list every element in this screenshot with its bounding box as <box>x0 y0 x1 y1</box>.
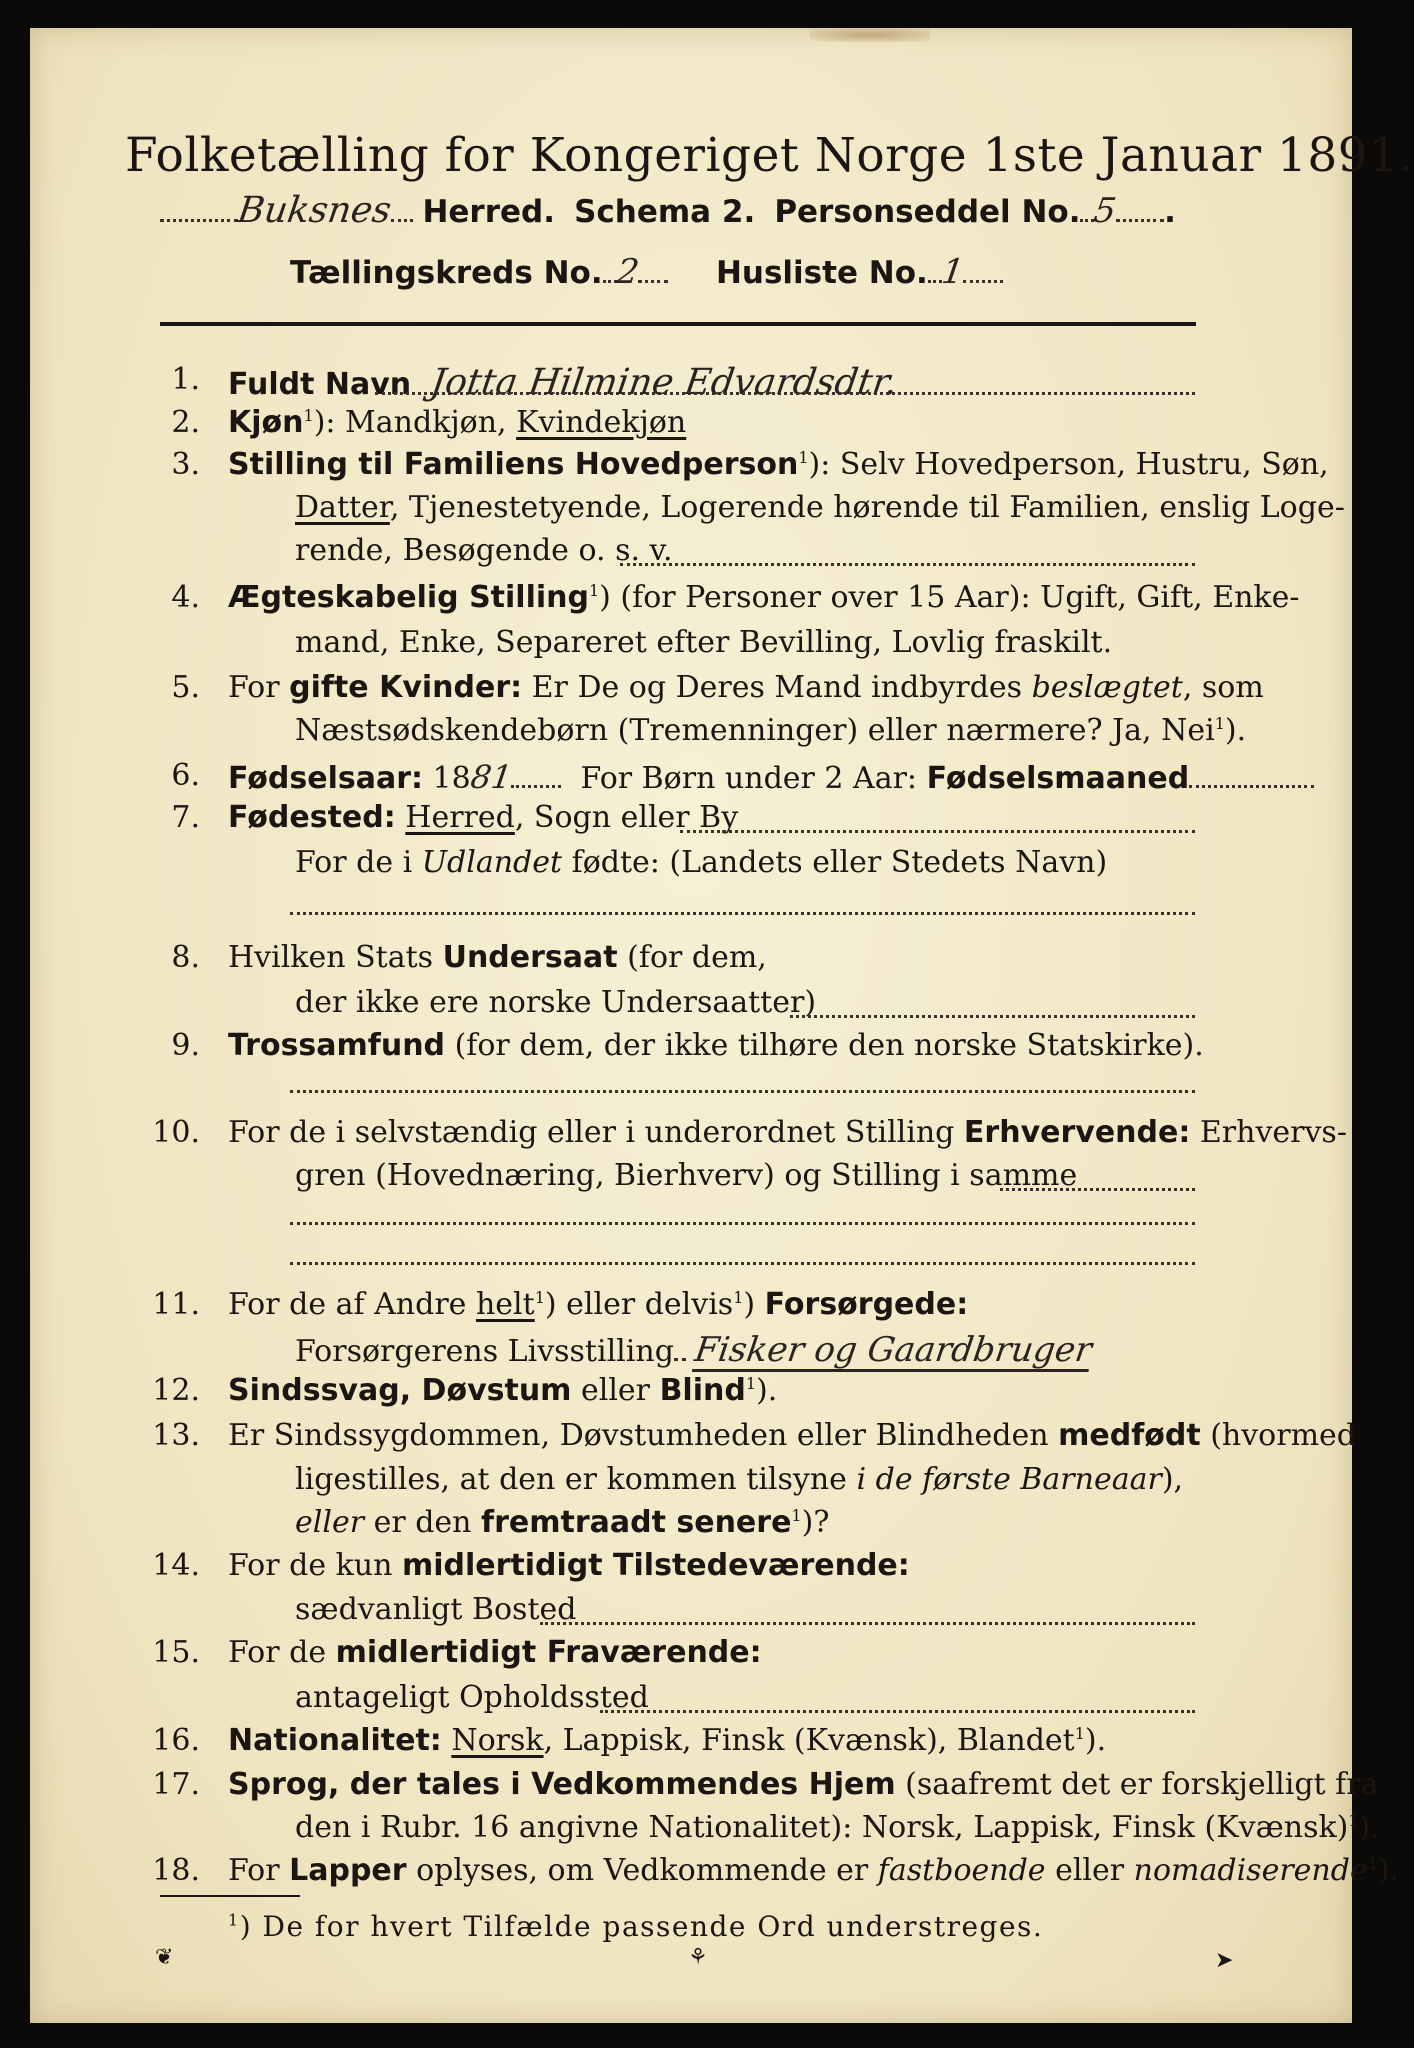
q8-dotline <box>790 1015 1195 1018</box>
q2-opt-kvinde-selected: Kvindekjøn <box>516 405 687 440</box>
q9-number: 9. <box>171 1028 200 1063</box>
q10-label: Erhvervende: <box>963 1115 1191 1150</box>
q10-dotline2 <box>290 1222 1195 1225</box>
q12-label: Sindssvag, Døvstum <box>228 1373 572 1408</box>
q3-dotline <box>620 563 1195 566</box>
q15-number: 15. <box>152 1635 200 1670</box>
q7-herred-selected: Herred <box>405 800 515 835</box>
q10-dotline3 <box>290 1262 1195 1265</box>
q6-label2: Fødselsmaaned <box>926 761 1190 796</box>
q3-number: 3. <box>171 447 200 482</box>
q14-line1: For de kun midlertidigt Tilstedeværende: <box>228 1548 910 1583</box>
q4-label: Ægteskabelig Stilling <box>228 580 589 615</box>
q13-line1: Er Sindssygdommen, Døvstumheden eller Blindheden medfødt (hvormed <box>228 1418 1356 1453</box>
q15-label: midlertidigt Fraværende: <box>335 1635 762 1670</box>
q8-line2: der ikke ere norske Undersaatter) <box>295 985 817 1020</box>
q3-label: Stilling til Familiens Hovedperson <box>228 447 799 482</box>
printer-mark-center: ⚘ <box>688 1945 708 1970</box>
q1-label: Fuldt Navn <box>228 367 412 402</box>
q9-label: Trossamfund <box>228 1028 446 1063</box>
q14-label: midlertidigt Tilstedeværende: <box>401 1548 910 1583</box>
q13-line3: eller er den fremtraadt senere$^1$)? <box>295 1505 830 1540</box>
taellingskreds-no: 2 <box>613 252 642 292</box>
printer-mark-right: ➤ <box>1215 1948 1234 1973</box>
q4-line2: mand, Enke, Separeret efter Bevilling, Lovlig fraskilt. <box>295 625 1113 660</box>
herred-line: Buksnes Herred. Schema 2. Personseddel No. 5 . <box>160 190 1176 231</box>
q14-line2: sædvanligt Bosted <box>295 1592 577 1627</box>
herred-label: Herred. <box>422 194 555 230</box>
q17-line2: den i Rubr. 16 angivne Nationalitet): Norsk, Lappisk, Finsk (Kvænsk)$^1$). <box>295 1810 1380 1845</box>
q10-line2: gren (Hovednæring, Bierhverv) og Stilling i samme <box>295 1158 1078 1193</box>
herred-name: Buksnes <box>235 190 394 231</box>
q13-number: 13. <box>152 1418 200 1453</box>
q7-dotline2 <box>290 912 1195 915</box>
q11-value: Fisker og Gaardbruger <box>692 1330 1095 1370</box>
q8-line1: Hvilken Stats Undersaat (for dem, <box>228 940 767 975</box>
q2-number: 2. <box>171 405 200 440</box>
q3-line3: rende, Besøgende o. s. v. <box>295 533 673 568</box>
q4-line1: Ægteskabelig Stilling$^1$) (for Personer over 15 Aar): Ugift, Gift, Enke- <box>228 580 1300 615</box>
q9-dotline <box>290 1090 1195 1093</box>
q7-label: Fødested: <box>228 800 396 835</box>
q3-datter-selected: Datter <box>295 490 390 525</box>
q18-label: Lapper <box>289 1853 407 1888</box>
q5-number: 5. <box>171 670 200 705</box>
footnote: $^1$) De for hvert Tilfælde passende Ord understreges. <box>228 1910 1044 1943</box>
q7-number: 7. <box>171 800 200 835</box>
header-rule <box>160 322 1196 326</box>
q1-number: 1. <box>171 362 200 397</box>
q18-row: For Lapper oplyses, om Vedkommende er fastboende eller nomadiserende$^1$). <box>228 1853 1400 1888</box>
kreds-line <box>290 252 1003 292</box>
q15-line2: antageligt Opholdssted <box>295 1680 649 1715</box>
q7-dotline <box>680 830 1195 833</box>
q15-dotline <box>600 1710 1195 1713</box>
q4-number: 4. <box>171 580 200 615</box>
q12-number: 12. <box>152 1373 200 1408</box>
taellingskreds-label: Tællingskreds No. <box>290 255 603 291</box>
q2-label: Kjøn <box>228 405 304 440</box>
q10-number: 10. <box>152 1115 200 1150</box>
q14-number: 14. <box>152 1548 200 1583</box>
q11-line1: For de af Andre helt$^1$) eller delvis$^1$) Forsørgede: <box>228 1287 969 1322</box>
q10-line1: For de i selvstændig eller i underordnet Stilling Erhvervende: Erhvervs- <box>228 1115 1347 1150</box>
personseddel-label: Personseddel No. <box>774 194 1081 230</box>
q3-line1: Stilling til Familiens Hovedperson$^1$): Selv Hovedperson, Hustru, Søn, <box>228 447 1329 482</box>
q6-row: Fødselsaar: 1881 For Børn under 2 Aar: Fødselsmaaned <box>228 758 1314 796</box>
q10-dotline <box>1000 1188 1195 1191</box>
q8-number: 8. <box>171 940 200 975</box>
q11-line2: Forsørgerens Livsstilling Fisker og Gaardbruger <box>295 1330 1095 1370</box>
paper-stain <box>810 28 930 42</box>
footnote-rule <box>160 1895 300 1897</box>
q11-helt-selected: helt <box>475 1287 535 1322</box>
printer-mark-left: ❦ <box>155 1945 174 1970</box>
q18-number: 18. <box>152 1853 200 1888</box>
q16-row: Nationalitet: Norsk, Lappisk, Finsk (Kvænsk), Blandet$^1$). <box>228 1723 1107 1758</box>
husliste-no: 1 <box>938 252 967 292</box>
personseddel-no: 5 <box>1091 191 1119 231</box>
q3-line2: Datter, Tjenestetyende, Logerende hørende til Familien, enslig Loge- <box>295 490 1345 525</box>
q1-dotline <box>375 392 1195 395</box>
q1-value: Jotta Hilmine Edvardsdtr. <box>427 362 900 403</box>
q6-label: Fødselsaar: <box>228 761 423 796</box>
q13-label: medfødt <box>1058 1418 1201 1453</box>
q15-line1: For de midlertidigt Fraværende: <box>228 1635 762 1670</box>
q5-label: gifte Kvinder: <box>289 670 523 705</box>
q16-norsk-selected: Norsk <box>451 1723 544 1758</box>
q16-label: Nationalitet: <box>228 1723 442 1758</box>
q1-row <box>228 362 900 403</box>
q13-line2: ligestilles, at den er kommen tilsyne i de første Barneaar), <box>295 1462 1184 1497</box>
q17-line1: Sprog, der tales i Vedkommendes Hjem (saafremt det er forskjelligt fra <box>228 1767 1379 1802</box>
q14-dotline <box>540 1622 1195 1625</box>
q7-line2: For de i Udlandet fødte: (Landets eller Stedets Navn) <box>295 845 1108 880</box>
q17-label: Sprog, der tales i Vedkommendes Hjem <box>228 1767 896 1802</box>
q8-label: Undersaat <box>442 940 618 975</box>
schema-label: Schema 2. <box>574 194 756 230</box>
form-title: Folketælling for Kongeriget Norge 1ste Januar 1891. <box>125 128 1414 183</box>
q2-row: Kjøn$^1$): Mandkjøn, Kvindekjøn <box>228 405 687 440</box>
q11-number: 11. <box>152 1287 200 1322</box>
q6-number: 6. <box>171 758 200 793</box>
q11-label: Forsørgede: <box>764 1287 969 1322</box>
q5-line2: Næstsødskendebørn (Tremenninger) eller nærmere? Ja, Nei$^1$). <box>295 713 1247 748</box>
q2-opt-mand: Mandkjøn, <box>345 405 517 440</box>
husliste-label: Husliste No. <box>715 255 928 291</box>
q7-line1: Fødested: Herred, Sogn eller By <box>228 800 739 835</box>
q12-row: Sindssvag, Døvstum eller Blind$^1$). <box>228 1373 778 1408</box>
q16-number: 16. <box>152 1723 200 1758</box>
q17-number: 17. <box>152 1767 200 1802</box>
q5-line1: For gifte Kvinder: Er De og Deres Mand indbyrdes beslægtet, som <box>228 670 1264 705</box>
q6-year-value: 81 <box>468 758 515 796</box>
q9-row: Trossamfund (for dem, der ikke tilhøre den norske Statskirke). <box>228 1028 1204 1063</box>
